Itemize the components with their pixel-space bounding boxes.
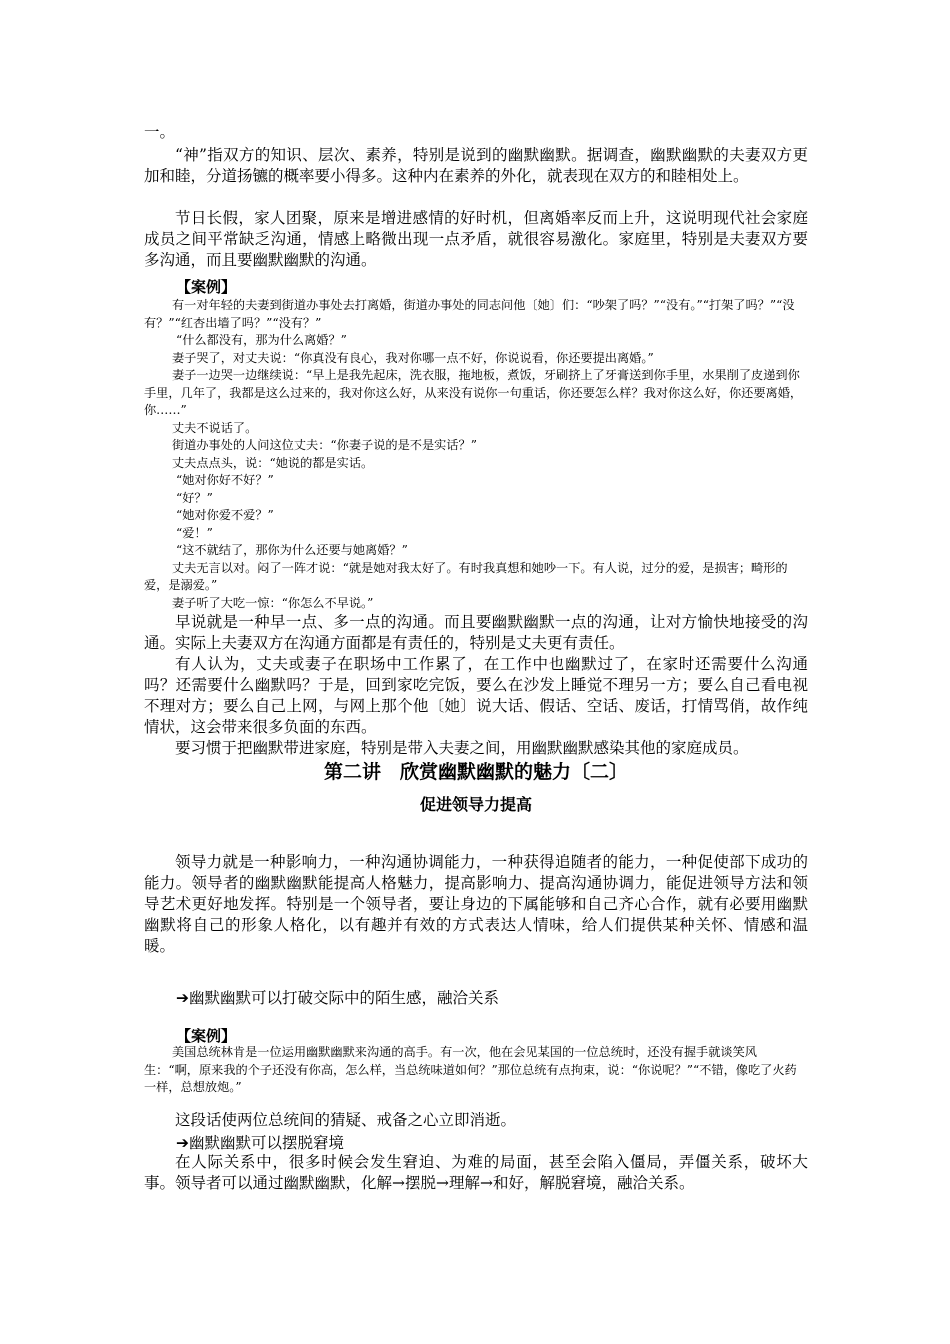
arrow-right-icon: ➔ bbox=[176, 1134, 189, 1152]
point-text: 幽默幽默可以打破交际中的陌生感，融洽关系 bbox=[189, 989, 500, 1007]
leadership-paragraph: 领导力就是一种影响力，一种沟通协调能力，一种获得追随者的能力，一种促使部下成功的能力。领导者的幽默幽默能提高人格魅力，提高影响力、提高沟通协调力，能促进领导方法和领导艺术更好地发挥。特别是一个领导者，要让身边的下属能够和自己齐心合作，就有必要用幽默幽默将自己的形象人格化，以有趣并有效的方式表达人情味，给人们提供某种关怀、情感和温暖。 bbox=[144, 853, 808, 955]
case-line: 丈夫无言以对。闷了一阵才说：“就是她对我太好了。有时我真想和她吵一下。有人说，过分的爱，是损害；畸形的爱，是溺爱。” bbox=[144, 560, 788, 592]
case-line: 街道办事处的人问这位丈夫：“你妻子说的是不是实话？” bbox=[172, 438, 477, 452]
case-line: 丈夫点点头，说：“她说的都是实话。 bbox=[172, 455, 374, 470]
case-line: “她对你好不好？” bbox=[176, 473, 274, 487]
case-line: 妻子哭了，对丈夫说：“你真没有良心，我对你哪一点不好，你说说看，你还要提出离婚。” bbox=[172, 350, 654, 365]
lecture-title: 第二讲 欣赏幽默幽默的魅力〔二〕 bbox=[323, 761, 628, 783]
case-line: “好？” bbox=[176, 490, 213, 505]
section-subtitle: 促进领导力提高 bbox=[419, 795, 532, 814]
embarrassment-paragraph: 在人际关系中，很多时候会发生窘迫、为难的局面，甚至会陷入僵局，弄僵关系，破坏大事。领导者可以通过幽默幽默，化解→摆脱→理解→和好，解脱窘境，融洽关系。 bbox=[144, 1153, 808, 1192]
after-case-paragraph-1: 早说就是一种早一点、多一点的沟通。而且要幽默幽默一点的沟通，让对方愉快地接受的沟通。实际上夫妻双方在沟通方面都是有责任的，特别是丈夫更有责任。 bbox=[144, 613, 808, 652]
intro-fragment: 一。 bbox=[144, 123, 176, 141]
after-case-paragraph-3: 要习惯于把幽默带进家庭，特别是带入夫妻之间，用幽默幽默感染其他的家庭成员。 bbox=[175, 739, 749, 757]
case-story-2 bbox=[144, 1044, 808, 1097]
case-text: 美国总统林肯是一位运用幽默幽默来沟通的高手。有一次，他在会见某国的一位总统时，还没有握手就谈笑风生：“啊，原来我的个子还没有你高，怎么样，当总统味道如何？”那位总统有点拘束，说：“你说呢？”“不错，像吃了火药一样，总想放炮。” bbox=[144, 1045, 797, 1094]
case-line: 有一对年轻的夫妻到街道办事处去打离婚，街道办事处的同志问他〔她〕们：“吵架了吗？”“没有。”“打架了吗？”“没有？”“红杏出墙了吗？”“没有？” bbox=[144, 298, 795, 330]
arrow-right-icon: ➔ bbox=[176, 989, 189, 1007]
point-heading-2 bbox=[176, 1131, 344, 1153]
case-line: 丈夫不说话了。 bbox=[172, 420, 258, 435]
intro-paragraph-1: “神”指双方的知识、层次、素养，特别是说到的幽默幽默。据调查，幽默幽默的夫妻双方更加和睦，分道扬镳的概率要小得多。这种内在素养的外化，就表现在双方的和睦相处上。 bbox=[144, 146, 808, 185]
case-line: “这不就结了，那你为什么还要与她离婚？” bbox=[176, 543, 408, 557]
case-line: “什么都没有，那为什么离婚？” bbox=[176, 333, 347, 347]
case-label-1: 【案例】 bbox=[176, 278, 237, 296]
after-case-paragraph-2: 有人认为，丈夫或妻子在职场中工作累了，在工作中也幽默过了，在家时还需要什么沟通吗？还需要什么幽默吗？于是，回到家吃完饭，要么在沙发上睡觉不理另一方；要么自己看电视不理对方；要么自己上网，与网上那个他〔她〕说大话、假话、空话、废话，打情骂俏，故作纯情状，这会带来很多负面的东西。 bbox=[144, 655, 808, 736]
point-text: 幽默幽默可以摆脱窘境 bbox=[189, 1134, 345, 1152]
case-line: “爱！” bbox=[176, 525, 213, 540]
point-heading-1 bbox=[176, 986, 499, 1008]
case-line: “她对你爱不爱？” bbox=[176, 508, 274, 522]
case-label-2: 【案例】 bbox=[176, 1027, 237, 1045]
after-case2-paragraph: 这段话使两位总统间的猜疑、戒备之心立即消逝。 bbox=[175, 1111, 517, 1129]
case-line: 妻子听了大吃一惊：“你怎么不早说。” bbox=[172, 595, 374, 610]
intro-paragraph-2: 节日长假，家人团聚，原来是增进感情的好时机，但离婚率反而上升，这说明现代社会家庭成员之间平常缺乏沟通，情感上略微出现一点矛盾，就很容易激化。家庭里，特别是夫妻双方要多沟通，而且要幽默幽默的沟通。 bbox=[144, 209, 808, 269]
case-story-1 bbox=[144, 297, 808, 612]
case-line: 妻子一边哭一边继续说：“早上是我先起床，洗衣服，拖地板，煮饭，牙刷挤上了牙膏送到你手里，水果削了皮递到你手里，几年了，我都是这么过来的，我对你这么好，从来没有说你一句重话，你还要怎么样？我对你这么好，你还要离婚，你……” bbox=[144, 368, 803, 417]
